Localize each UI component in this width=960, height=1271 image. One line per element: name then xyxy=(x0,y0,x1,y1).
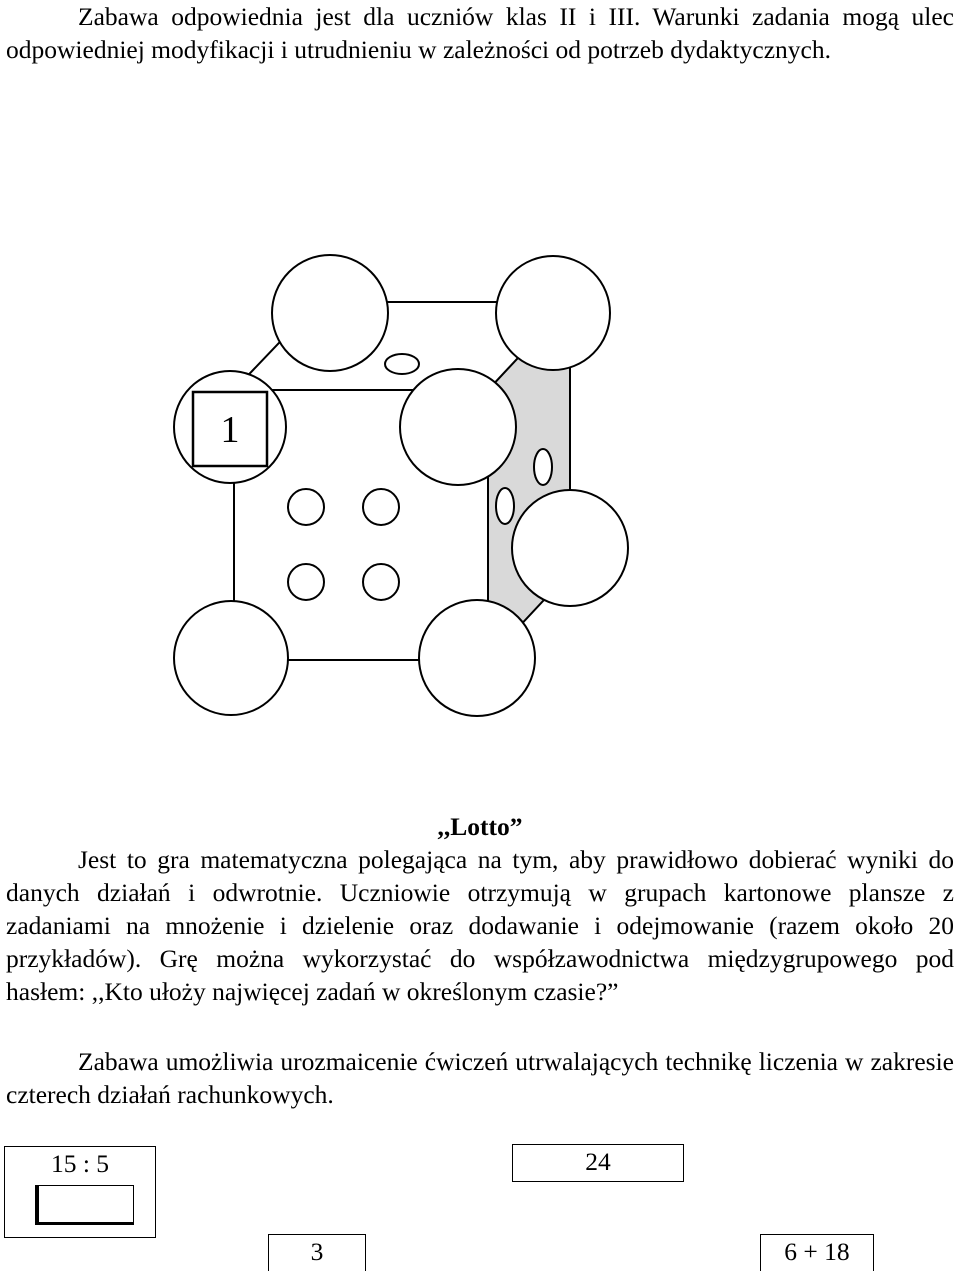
card-label: 3 xyxy=(310,1237,324,1266)
right-face-dot xyxy=(534,449,552,485)
card-label: 6 + 18 xyxy=(784,1237,850,1266)
vertex-circle xyxy=(419,600,535,716)
number-square-label: 1 xyxy=(220,409,240,451)
lotto-card-task xyxy=(760,1234,874,1271)
vertex-circle xyxy=(272,255,388,371)
game-description-2: Zabawa umożliwia urozmaicenie ćwiczeń utrwalających technikę liczenia w zakresie czterech działań rachunkowych. xyxy=(6,1047,954,1109)
vertex-circle xyxy=(174,601,288,715)
game-title: ,,Lotto” xyxy=(437,812,523,841)
lotto-card-result xyxy=(512,1144,684,1182)
lotto-card-result xyxy=(268,1234,366,1271)
card-label: 15 : 5 xyxy=(50,1149,110,1178)
lotto-card-task xyxy=(4,1146,156,1238)
intro-paragraph: Zabawa odpowiednia jest dla uczniów klas II i III. Warunki zadania mogą ulec odpowiedniej modyfikacji i utrudnieniu w zależności od potrzeb dydaktycznych. xyxy=(6,2,954,64)
answer-cell xyxy=(35,1185,134,1225)
front-face-dot xyxy=(288,564,324,600)
vertex-circle xyxy=(512,490,628,606)
front-face-dot xyxy=(363,564,399,600)
card-label: 24 xyxy=(585,1147,611,1176)
right-face-dot xyxy=(496,488,514,524)
front-face-dot xyxy=(363,489,399,525)
top-face-dot xyxy=(385,354,419,374)
vertex-circle xyxy=(400,369,516,485)
game-description: Jest to gra matematyczna polegająca na tym, aby prawidłowo dobierać wyniki do danych działań i odwrotnie. Uczniowie otrzymują w grupach kartonowe plansze z zadaniami na mnożenie i dzielenie oraz dodawanie i odejmowanie (razem około 20 przykładów). Grę można wykorzystać do współzawodnictwa międzygrupowego pod hasłem: ,,Kto ułoży najwięcej zadań w określonym czasie?” xyxy=(6,845,954,1006)
vertex-circle xyxy=(496,256,610,370)
front-face-dot xyxy=(288,489,324,525)
